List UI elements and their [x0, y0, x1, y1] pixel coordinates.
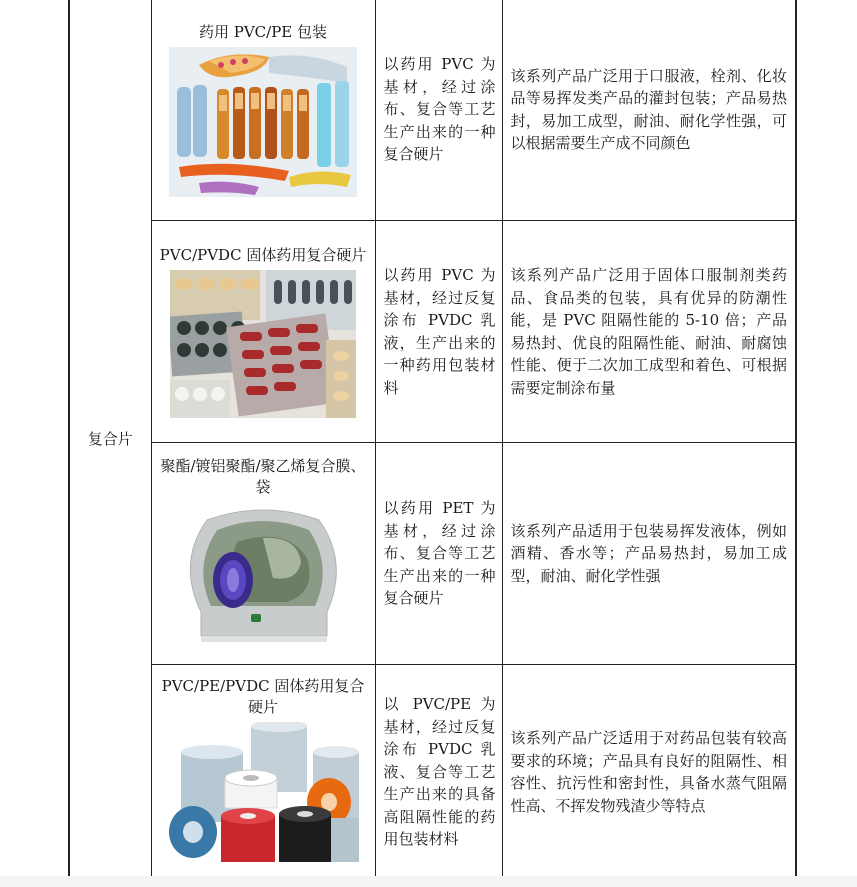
table-row — [69, 443, 796, 665]
substrate-cell — [375, 221, 502, 443]
product-name: PVC/PVDC 固体药用复合硬片 — [159, 246, 367, 264]
features-text: 该系列产品适用于包装易挥发液体，例如酒精、香水等；产品易热封，易加工成型，耐油、耐化学性强 — [510, 521, 787, 585]
features-cell — [502, 665, 796, 880]
product-name: 聚酯/镀铝聚酯/聚乙烯复合膜、袋 — [160, 456, 366, 496]
category-cell — [69, 0, 151, 880]
pvc-pe-ampoules-image — [169, 47, 357, 197]
product-cell — [151, 665, 375, 880]
substrate-text: 以药用 PET 为基材，经过涂布、复合等工艺生产出来的一种复合硬片 — [383, 499, 496, 608]
product-cell — [151, 221, 375, 443]
substrate-text: 以药用 PVC 为基材，经过涂布、复合等工艺生产出来的一种复合硬片 — [383, 55, 496, 164]
product-name: 药用 PVC/PE 包装 — [198, 23, 328, 41]
features-text: 该系列产品广泛适用于对药品包装有较高要求的环境；产品具有良好的阻隔性、相容性、抗污性和密封性，具备水蒸气阻隔性高、不挥发物残渣少等特点 — [510, 729, 787, 815]
table-row — [69, 0, 796, 221]
features-text: 该系列产品广泛用于口服液，栓剂、化妆品等易挥发类产品的灌封包装；产品易热封，易加工成型，耐油、耐化学性强，可以根据需要生产成不同颜色 — [510, 66, 787, 152]
substrate-cell — [375, 665, 502, 880]
product-cell — [151, 0, 375, 221]
substrate-text: 以药用 PVC 为基材，经过反复涂布 PVDC 乳液，生产出来的一种药用包装材料 — [383, 266, 496, 397]
substrate-text: 以 PVC/PE 为基材，经过反复涂布 PVDC 乳液、复合等工艺生产出来的具备高阻隔性能的药用包装材料 — [383, 695, 496, 849]
table-row — [69, 221, 796, 443]
blister-pack-image — [170, 270, 356, 418]
table-row — [69, 665, 796, 880]
features-cell — [502, 221, 796, 443]
product-name: PVC/PE/PVDC 固体药用复合硬片 — [161, 677, 365, 716]
features-cell — [502, 0, 796, 221]
product-table — [68, 0, 797, 880]
features-cell — [502, 443, 796, 665]
foil-pouch-image — [177, 502, 349, 652]
page-bottom-margin — [0, 876, 857, 887]
category-label: 复合片 — [87, 429, 133, 448]
product-cell — [151, 443, 375, 665]
features-text: 该系列产品广泛用于固体口服制剂类药品、食品类的包装，具有优异的防潮性能，是 PVC 阻隔性能的 5-10 倍；产品易热封、优良的阻隔性能、耐油、耐腐蚀性能、便于二次加工成型和着色、可根据需要定制涂布量 — [510, 266, 787, 397]
film-rolls-image — [163, 722, 363, 868]
substrate-cell — [375, 443, 502, 665]
substrate-cell — [375, 0, 502, 221]
